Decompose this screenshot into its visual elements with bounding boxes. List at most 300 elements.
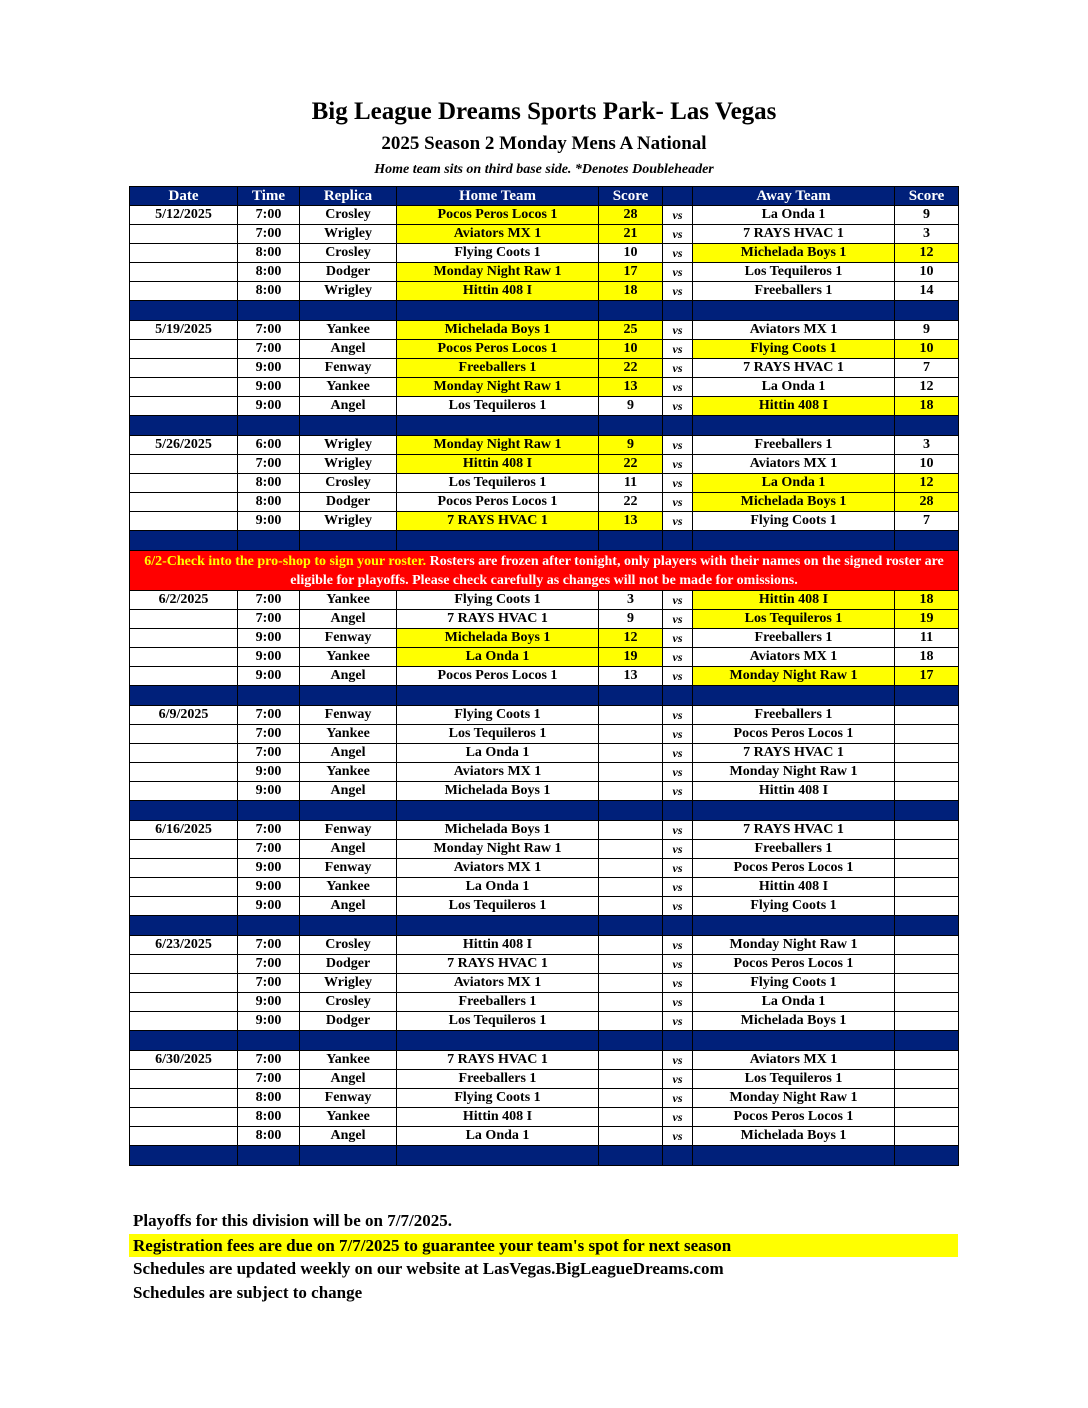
game-time: 7:00	[238, 744, 300, 763]
home-score: 22	[599, 493, 663, 512]
game-field: Dodger	[300, 493, 397, 512]
separator-cell	[693, 686, 895, 706]
game-time: 7:00	[238, 206, 300, 225]
game-date	[130, 340, 238, 359]
game-row	[130, 821, 959, 840]
separator-cell	[693, 1146, 895, 1166]
separator-cell	[895, 916, 959, 936]
vs-label: vs	[663, 648, 693, 667]
game-time: 9:00	[238, 648, 300, 667]
home-score	[599, 1089, 663, 1108]
game-date	[130, 474, 238, 493]
home-score: 17	[599, 263, 663, 282]
home-team: Pocos Peros Locos 1	[397, 493, 599, 512]
separator-cell	[663, 416, 693, 436]
home-team: Hittin 408 I	[397, 936, 599, 955]
away-score: 7	[895, 359, 959, 378]
week-separator	[130, 531, 959, 551]
game-time: 8:00	[238, 1108, 300, 1127]
home-score	[599, 706, 663, 725]
game-row	[130, 512, 959, 531]
home-team: Monday Night Raw 1	[397, 840, 599, 859]
home-team: Flying Coots 1	[397, 1089, 599, 1108]
away-team: Freeballers 1	[693, 629, 895, 648]
away-team: 7 RAYS HVAC 1	[693, 744, 895, 763]
game-row	[130, 263, 959, 282]
away-team: Freeballers 1	[693, 282, 895, 301]
game-field: Yankee	[300, 648, 397, 667]
away-team: La Onda 1	[693, 474, 895, 493]
away-team: Aviators MX 1	[693, 321, 895, 340]
week-separator	[130, 801, 959, 821]
home-score	[599, 955, 663, 974]
game-field: Yankee	[300, 591, 397, 610]
away-score: 17	[895, 667, 959, 686]
game-field: Wrigley	[300, 225, 397, 244]
home-team: Monday Night Raw 1	[397, 378, 599, 397]
game-field: Crosley	[300, 993, 397, 1012]
game-field: Wrigley	[300, 282, 397, 301]
game-time: 7:00	[238, 706, 300, 725]
home-score	[599, 1012, 663, 1031]
game-date: 6/16/2025	[130, 821, 238, 840]
vs-label: vs	[663, 1070, 693, 1089]
roster-notice-cell	[130, 551, 959, 591]
separator-cell	[130, 1031, 238, 1051]
home-team: Hittin 408 I	[397, 455, 599, 474]
home-team: Michelada Boys 1	[397, 821, 599, 840]
away-team: Flying Coots 1	[693, 974, 895, 993]
fees-note: Registration fees are due on 7/7/2025 to guarantee your team's spot for next season	[129, 1234, 958, 1257]
separator-cell	[397, 531, 599, 551]
game-row	[130, 378, 959, 397]
away-score: 7	[895, 512, 959, 531]
game-row	[130, 936, 959, 955]
game-date	[130, 629, 238, 648]
game-time: 9:00	[238, 1012, 300, 1031]
game-field: Angel	[300, 1127, 397, 1146]
game-row	[130, 667, 959, 686]
away-score	[895, 744, 959, 763]
game-field: Wrigley	[300, 436, 397, 455]
home-score	[599, 1127, 663, 1146]
game-field: Angel	[300, 340, 397, 359]
separator-cell	[895, 686, 959, 706]
separator-cell	[300, 301, 397, 321]
away-team: Flying Coots 1	[693, 897, 895, 916]
page-title: Big League Dreams Sports Park- Las Vegas	[311, 98, 777, 125]
vs-label: vs	[663, 1089, 693, 1108]
game-field: Angel	[300, 744, 397, 763]
home-score	[599, 840, 663, 859]
game-time: 7:00	[238, 340, 300, 359]
game-time: 9:00	[238, 763, 300, 782]
game-date	[130, 648, 238, 667]
week-separator	[130, 416, 959, 436]
vs-label: vs	[663, 512, 693, 531]
game-row	[130, 725, 959, 744]
game-field: Fenway	[300, 859, 397, 878]
game-field: Yankee	[300, 763, 397, 782]
game-field: Yankee	[300, 878, 397, 897]
game-date	[130, 955, 238, 974]
game-field: Wrigley	[300, 455, 397, 474]
away-team: Michelada Boys 1	[693, 1127, 895, 1146]
home-score	[599, 993, 663, 1012]
home-team: Freeballers 1	[397, 1070, 599, 1089]
game-date	[130, 263, 238, 282]
vs-label: vs	[663, 936, 693, 955]
game-field: Dodger	[300, 263, 397, 282]
game-date	[130, 397, 238, 416]
game-field: Crosley	[300, 206, 397, 225]
game-field: Dodger	[300, 955, 397, 974]
game-row	[130, 244, 959, 263]
vs-label: vs	[663, 974, 693, 993]
separator-cell	[895, 1146, 959, 1166]
home-team: La Onda 1	[397, 878, 599, 897]
game-field: Yankee	[300, 1051, 397, 1070]
separator-cell	[397, 801, 599, 821]
away-score	[895, 1108, 959, 1127]
vs-label: vs	[663, 667, 693, 686]
separator-cell	[300, 686, 397, 706]
separator-cell	[397, 1146, 599, 1166]
separator-cell	[663, 686, 693, 706]
away-team: La Onda 1	[693, 206, 895, 225]
game-date: 6/9/2025	[130, 706, 238, 725]
away-score: 18	[895, 591, 959, 610]
home-team: Flying Coots 1	[397, 706, 599, 725]
home-team: Aviators MX 1	[397, 974, 599, 993]
separator-cell	[130, 416, 238, 436]
game-time: 7:00	[238, 321, 300, 340]
vs-label: vs	[663, 282, 693, 301]
home-score	[599, 878, 663, 897]
separator-cell	[238, 1146, 300, 1166]
separator-cell	[238, 416, 300, 436]
game-date: 6/30/2025	[130, 1051, 238, 1070]
home-team: 7 RAYS HVAC 1	[397, 610, 599, 629]
vs-label: vs	[663, 955, 693, 974]
separator-cell	[599, 801, 663, 821]
vs-label: vs	[663, 591, 693, 610]
game-time: 9:00	[238, 993, 300, 1012]
game-row	[130, 706, 959, 725]
schedule-body	[130, 206, 959, 1166]
home-team: Los Tequileros 1	[397, 725, 599, 744]
separator-cell	[397, 916, 599, 936]
game-date	[130, 897, 238, 916]
game-time: 7:00	[238, 225, 300, 244]
game-field: Yankee	[300, 378, 397, 397]
away-score	[895, 725, 959, 744]
separator-cell	[693, 1031, 895, 1051]
game-field: Fenway	[300, 821, 397, 840]
vs-label: vs	[663, 840, 693, 859]
home-team: 7 RAYS HVAC 1	[397, 955, 599, 974]
vs-label: vs	[663, 610, 693, 629]
home-team: Pocos Peros Locos 1	[397, 340, 599, 359]
game-row	[130, 1012, 959, 1031]
vs-label: vs	[663, 493, 693, 512]
game-row	[130, 974, 959, 993]
away-team: Freeballers 1	[693, 436, 895, 455]
game-row	[130, 878, 959, 897]
separator-cell	[693, 531, 895, 551]
game-time: 8:00	[238, 263, 300, 282]
home-score: 19	[599, 648, 663, 667]
away-team: Pocos Peros Locos 1	[693, 1108, 895, 1127]
game-date	[130, 378, 238, 397]
game-field: Yankee	[300, 725, 397, 744]
home-score	[599, 1108, 663, 1127]
game-time: 7:00	[238, 610, 300, 629]
game-date	[130, 455, 238, 474]
game-field: Angel	[300, 667, 397, 686]
game-row	[130, 1089, 959, 1108]
separator-cell	[599, 301, 663, 321]
home-team: Aviators MX 1	[397, 763, 599, 782]
home-score	[599, 936, 663, 955]
away-team: Hittin 408 I	[693, 591, 895, 610]
game-date	[130, 859, 238, 878]
game-row	[130, 1051, 959, 1070]
game-time: 7:00	[238, 725, 300, 744]
game-time: 9:00	[238, 859, 300, 878]
game-field: Angel	[300, 397, 397, 416]
away-score: 3	[895, 436, 959, 455]
game-field: Dodger	[300, 1012, 397, 1031]
game-time: 9:00	[238, 897, 300, 916]
away-score	[895, 1012, 959, 1031]
away-team: Monday Night Raw 1	[693, 667, 895, 686]
game-date	[130, 744, 238, 763]
away-score: 12	[895, 244, 959, 263]
home-team: 7 RAYS HVAC 1	[397, 512, 599, 531]
home-team: La Onda 1	[397, 744, 599, 763]
away-score: 10	[895, 263, 959, 282]
game-time: 7:00	[238, 840, 300, 859]
game-time: 8:00	[238, 1089, 300, 1108]
game-row	[130, 744, 959, 763]
away-team: 7 RAYS HVAC 1	[693, 225, 895, 244]
game-row	[130, 897, 959, 916]
game-row	[130, 629, 959, 648]
away-score	[895, 763, 959, 782]
schedule-note: Home team sits on third base side. *Denotes Doubleheader	[374, 162, 714, 177]
home-score: 13	[599, 667, 663, 686]
col-home-team: Home Team	[397, 187, 599, 206]
separator-cell	[238, 531, 300, 551]
separator-cell	[397, 416, 599, 436]
game-date	[130, 993, 238, 1012]
game-date	[130, 1089, 238, 1108]
away-score: 10	[895, 455, 959, 474]
home-score: 22	[599, 359, 663, 378]
game-row	[130, 206, 959, 225]
game-field: Fenway	[300, 1089, 397, 1108]
game-field: Angel	[300, 897, 397, 916]
roster-notice-highlight: 6/2-Check into the pro-shop to sign your roster.	[144, 553, 427, 569]
home-score: 13	[599, 378, 663, 397]
home-team: La Onda 1	[397, 1127, 599, 1146]
away-score: 12	[895, 378, 959, 397]
game-time: 7:00	[238, 591, 300, 610]
away-score	[895, 1089, 959, 1108]
game-field: Angel	[300, 840, 397, 859]
col-home-score: Score	[599, 187, 663, 206]
away-score: 11	[895, 629, 959, 648]
away-score: 9	[895, 321, 959, 340]
col-date: Date	[130, 187, 238, 206]
game-time: 9:00	[238, 878, 300, 897]
home-score: 21	[599, 225, 663, 244]
home-team: Los Tequileros 1	[397, 1012, 599, 1031]
home-score	[599, 744, 663, 763]
game-row	[130, 436, 959, 455]
away-score	[895, 1051, 959, 1070]
week-separator	[130, 686, 959, 706]
separator-cell	[693, 916, 895, 936]
game-date	[130, 667, 238, 686]
separator-cell	[300, 801, 397, 821]
separator-cell	[663, 1031, 693, 1051]
game-row	[130, 397, 959, 416]
home-team: Flying Coots 1	[397, 591, 599, 610]
separator-cell	[300, 1031, 397, 1051]
game-date	[130, 782, 238, 801]
away-score	[895, 706, 959, 725]
vs-label: vs	[663, 397, 693, 416]
away-team: Freeballers 1	[693, 706, 895, 725]
separator-cell	[599, 416, 663, 436]
game-date	[130, 1127, 238, 1146]
game-time: 7:00	[238, 936, 300, 955]
game-date: 5/12/2025	[130, 206, 238, 225]
separator-cell	[300, 416, 397, 436]
separator-cell	[663, 801, 693, 821]
home-score: 10	[599, 244, 663, 263]
game-date	[130, 1070, 238, 1089]
home-team: Michelada Boys 1	[397, 321, 599, 340]
home-team: 7 RAYS HVAC 1	[397, 1051, 599, 1070]
roster-notice	[130, 551, 959, 591]
separator-cell	[599, 1146, 663, 1166]
separator-cell	[397, 301, 599, 321]
game-field: Crosley	[300, 936, 397, 955]
home-score: 9	[599, 610, 663, 629]
game-date: 5/19/2025	[130, 321, 238, 340]
vs-label: vs	[663, 744, 693, 763]
game-date	[130, 512, 238, 531]
game-row	[130, 340, 959, 359]
away-team: Hittin 408 I	[693, 782, 895, 801]
game-date: 6/23/2025	[130, 936, 238, 955]
away-team: Pocos Peros Locos 1	[693, 955, 895, 974]
page-subtitle: 2025 Season 2 Monday Mens A National	[381, 133, 707, 154]
game-time: 7:00	[238, 1070, 300, 1089]
separator-cell	[895, 1031, 959, 1051]
vs-label: vs	[663, 359, 693, 378]
home-score	[599, 821, 663, 840]
header-row	[130, 187, 959, 206]
game-time: 7:00	[238, 955, 300, 974]
game-time: 7:00	[238, 1051, 300, 1070]
home-score: 12	[599, 629, 663, 648]
home-team: Freeballers 1	[397, 359, 599, 378]
vs-label: vs	[663, 993, 693, 1012]
home-team: Aviators MX 1	[397, 225, 599, 244]
vs-label: vs	[663, 1051, 693, 1070]
vs-label: vs	[663, 1108, 693, 1127]
home-team: Michelada Boys 1	[397, 629, 599, 648]
home-score: 11	[599, 474, 663, 493]
separator-cell	[130, 916, 238, 936]
vs-label: vs	[663, 474, 693, 493]
game-field: Wrigley	[300, 974, 397, 993]
away-score	[895, 1070, 959, 1089]
game-date	[130, 1012, 238, 1031]
game-time: 7:00	[238, 821, 300, 840]
away-team: 7 RAYS HVAC 1	[693, 821, 895, 840]
game-time: 9:00	[238, 378, 300, 397]
away-score: 12	[895, 474, 959, 493]
game-date	[130, 974, 238, 993]
separator-cell	[238, 301, 300, 321]
game-field: Yankee	[300, 321, 397, 340]
home-score: 3	[599, 591, 663, 610]
away-team: Flying Coots 1	[693, 340, 895, 359]
away-team: Michelada Boys 1	[693, 493, 895, 512]
away-team: Aviators MX 1	[693, 648, 895, 667]
home-score	[599, 782, 663, 801]
separator-cell	[895, 416, 959, 436]
week-separator	[130, 916, 959, 936]
schedule-table	[129, 186, 959, 1166]
home-score: 18	[599, 282, 663, 301]
website-note: Schedules are updated weekly on our website at LasVegas.BigLeagueDreams.com	[133, 1259, 724, 1278]
game-date	[130, 878, 238, 897]
away-team: Flying Coots 1	[693, 512, 895, 531]
home-score	[599, 974, 663, 993]
col-replica: Replica	[300, 187, 397, 206]
game-time: 9:00	[238, 397, 300, 416]
away-score	[895, 859, 959, 878]
game-row	[130, 955, 959, 974]
home-score: 25	[599, 321, 663, 340]
game-row	[130, 1108, 959, 1127]
away-score	[895, 955, 959, 974]
game-row	[130, 763, 959, 782]
separator-cell	[130, 301, 238, 321]
home-team: Monday Night Raw 1	[397, 436, 599, 455]
away-score	[895, 840, 959, 859]
away-score	[895, 897, 959, 916]
game-field: Angel	[300, 782, 397, 801]
game-time: 8:00	[238, 493, 300, 512]
home-score	[599, 763, 663, 782]
vs-label: vs	[663, 225, 693, 244]
game-date	[130, 225, 238, 244]
away-team: Monday Night Raw 1	[693, 936, 895, 955]
game-date: 6/2/2025	[130, 591, 238, 610]
game-field: Fenway	[300, 359, 397, 378]
game-date	[130, 1108, 238, 1127]
game-row	[130, 455, 959, 474]
home-score	[599, 1051, 663, 1070]
away-team: Pocos Peros Locos 1	[693, 725, 895, 744]
